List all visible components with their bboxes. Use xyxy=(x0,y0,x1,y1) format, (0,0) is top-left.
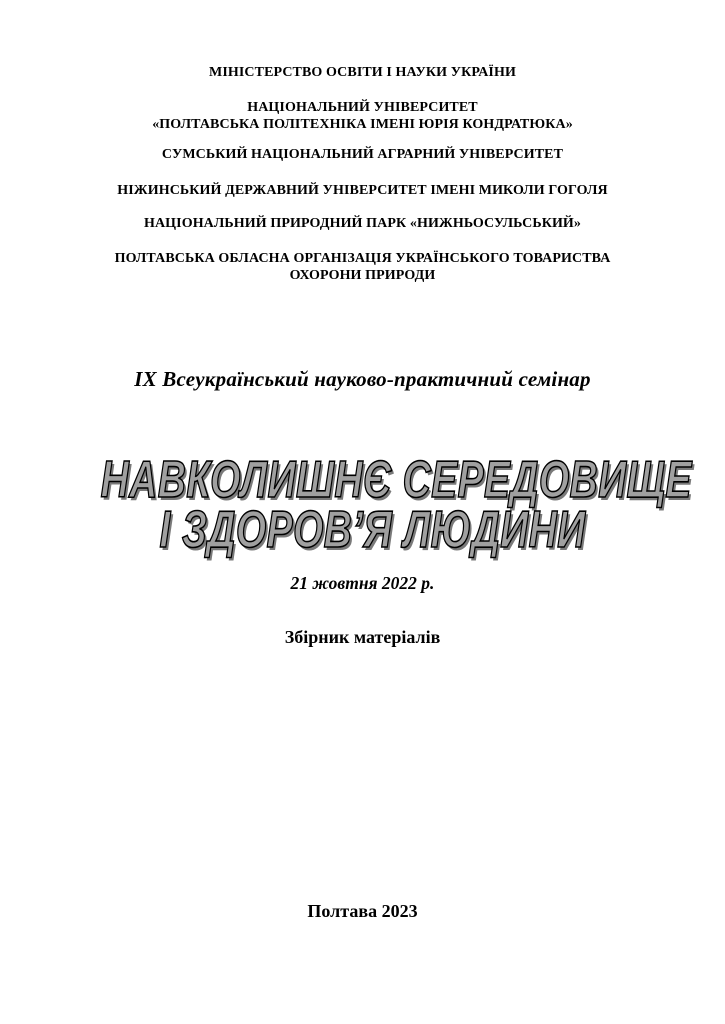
imprint-city-year: Полтава 2023 xyxy=(307,901,418,921)
national-park-header: НАЦІОНАЛЬНИЙ ПРИРОДНИЙ ПАРК «НИЖНЬОСУЛЬСЬКИЙ» xyxy=(143,216,582,231)
event-title-line-1: НАВКОЛИШНЄ СЕРЕДОВИЩЕ xyxy=(100,451,692,509)
society-header xyxy=(0,251,725,284)
society-name-line: ПОЛТАВСЬКА ОБЛАСНА ОРГАНІЗАЦІЯ УКРАЇНСЬКОГО ТОВАРИСТВА xyxy=(114,251,611,266)
university-header xyxy=(0,100,725,133)
sumy-university-header: СУМСЬКИЙ НАЦІОНАЛЬНИЙ АГРАРНИЙ УНІВЕРСИТЕТ xyxy=(161,147,564,162)
university-subname-line: «ПОЛТАВСЬКА ПОЛІТЕХНІКА ІМЕНІ ЮРІЯ КОНДРАТЮКА» xyxy=(152,116,573,132)
collection-subtitle: Збірник матеріалів xyxy=(284,627,441,647)
ministry-header: МІНІСТЕРСТВО ОСВІТИ І НАУКИ УКРАЇНИ xyxy=(209,65,516,80)
university-name-line: НАЦІОНАЛЬНИЙ УНІВЕРСИТЕТ xyxy=(247,100,478,115)
event-date: 21 жовтня 2022 р. xyxy=(290,573,435,593)
society-subname-line: ОХОРОНИ ПРИРОДИ xyxy=(289,267,436,283)
nizhyn-university-header: НІЖИНСЬКИЙ ДЕРЖАВНИЙ УНІВЕРСИТЕТ ІМЕНІ МИКОЛИ ГОГОЛЯ xyxy=(117,183,608,198)
event-title-line-2: І ЗДОРОВ’Я ЛЮДИНИ xyxy=(159,501,586,559)
event-title xyxy=(0,451,725,559)
seminar-subtitle: IX Всеукраїнський науково-практичний семінар xyxy=(134,367,591,391)
